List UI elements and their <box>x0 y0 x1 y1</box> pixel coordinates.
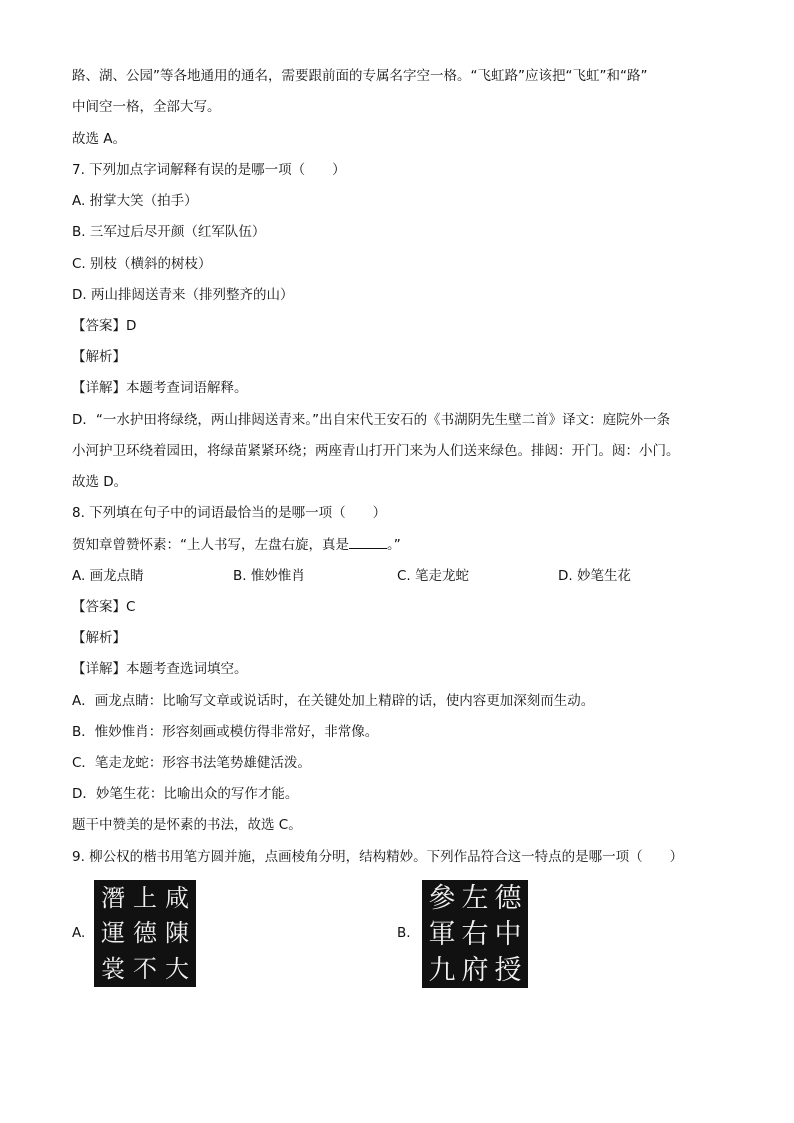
text-line: 故选 D。 <box>72 474 128 490</box>
q8-sentence <box>72 534 401 554</box>
rubbing-a-char: 潛 <box>101 883 125 912</box>
q8-blank <box>349 534 387 549</box>
rubbing-a-char: 德 <box>133 919 157 948</box>
rubbing-b-char: 授 <box>494 954 522 986</box>
text-line: 7. 下列加点字词解释有误的是哪一项（ ） <box>72 162 346 178</box>
rubbing-b-char: 中 <box>494 918 522 950</box>
text-line: A．画龙点睛：比喻写文章或说话时，在关键处加上精辟的话，使内容更加深刻而生动。 <box>72 693 595 709</box>
calligraphy-rubbing-b <box>422 880 528 988</box>
text-line: 【解析】 <box>72 630 126 646</box>
text-line: C. 别枝（横斜的树枝） <box>72 256 212 272</box>
q8-option-b: B. 惟妙惟肖 <box>233 568 305 584</box>
rubbing-a-char: 不 <box>133 955 157 984</box>
text-line: 【答案】D <box>72 318 137 334</box>
text-line: 【答案】C <box>72 599 136 615</box>
q8-option-a: A. 画龙点睛 <box>72 568 144 584</box>
text-line: B. 三军过后尽开颜（红军队伍） <box>72 224 266 240</box>
q8-option-c: C. 笔走龙蛇 <box>397 568 470 584</box>
rubbing-b-char: 府 <box>461 954 489 986</box>
rubbing-b-char: 左 <box>461 882 489 914</box>
text-line: 【解析】 <box>72 349 126 365</box>
rubbing-a-char: 咸 <box>165 883 189 912</box>
q9-option-a-label: A. <box>72 925 86 941</box>
text-line: C．笔走龙蛇：形容书法笔势雄健活泼。 <box>72 755 311 771</box>
q8-sentence-after: 。” <box>387 537 401 553</box>
rubbing-b-char: 軍 <box>428 918 456 950</box>
text-line: D. 两山排闼送青来（排列整齐的山） <box>72 287 294 303</box>
text-line: 【详解】本题考查选词填空。 <box>72 661 248 677</box>
rubbing-b-char: 參 <box>428 882 456 914</box>
rubbing-b-char: 右 <box>461 918 489 950</box>
text-line: 故选 A。 <box>72 131 127 147</box>
text-line: 【详解】本题考查词语解释。 <box>72 380 248 396</box>
q9-option-b-label: B. <box>397 925 411 941</box>
text-line: 中间空一格，全部大写。 <box>72 99 221 115</box>
text-line: 9. 柳公权的楷书用笔方圆并施，点画棱角分明，结构精妙。下列作品符合这一特点的是哪一项（ ） <box>72 849 684 865</box>
rubbing-b-char: 德 <box>494 882 522 914</box>
q8-sentence-before: 贺知章曾赞怀素：“上人书写，左盘右旋，真是 <box>72 537 349 553</box>
rubbing-a-char: 陳 <box>165 919 189 948</box>
rubbing-a-char: 大 <box>165 955 189 984</box>
text-line: 小河护卫环绕着园田，将绿苗紧紧环绕；两座青山打开门来为人们送来绿色。排闼：开门。闼：小门。 <box>72 443 680 459</box>
rubbing-a-char: 運 <box>101 919 125 948</box>
rubbing-a-char: 裳 <box>101 955 125 984</box>
text-line: D．妙笔生花：比喻出众的写作才能。 <box>72 786 299 802</box>
rubbing-a-char: 上 <box>133 883 157 912</box>
q8-option-d: D. 妙笔生花 <box>558 568 631 584</box>
text-line: 8. 下列填在句子中的词语最恰当的是哪一项（ ） <box>72 505 387 521</box>
calligraphy-rubbing-a <box>94 880 196 987</box>
text-line: B．惟妙惟肖：形容刻画或模仿得非常好，非常像。 <box>72 724 379 740</box>
text-line: 题干中赞美的是怀素的书法，故选 C。 <box>72 817 302 833</box>
text-line: D．“一水护田将绿绕，两山排闼送青来。”出自宋代王安石的《书湖阴先生壁二首》译文：庭院外一条 <box>72 412 671 428</box>
rubbing-b-char: 九 <box>428 954 456 986</box>
text-line: A. 拊掌大笑（拍手） <box>72 193 198 209</box>
text-line: 路、湖、公园”等各地通用的通名，需要跟前面的专属名字空一格。“飞虹路”应该把“飞虹”和“路” <box>72 68 648 84</box>
